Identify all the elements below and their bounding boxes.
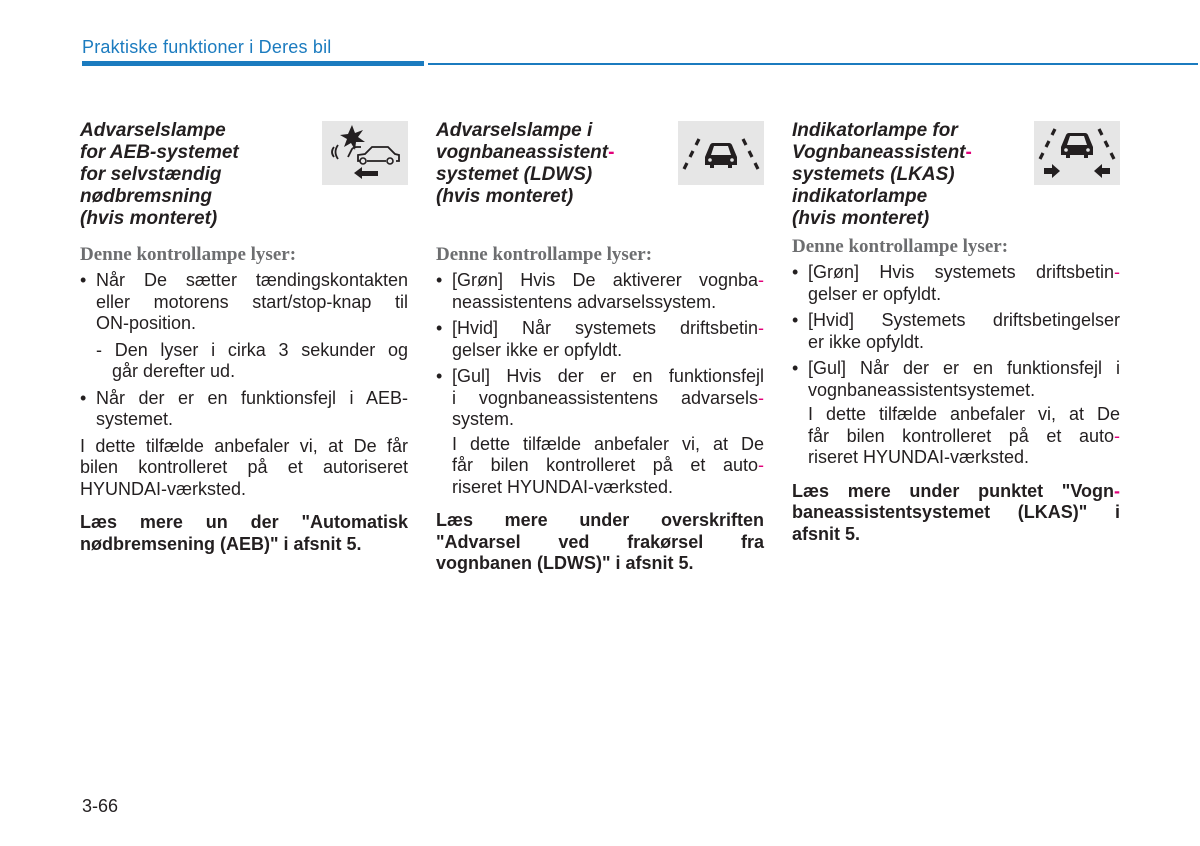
subheading: Denne kontrollampe lyser: xyxy=(792,236,1009,257)
section-title: Indikatorlampe for Vognbaneassistent- systemets (LKAS) indikatorlampe (hvis monteret) xyxy=(792,120,972,229)
section-title: Advarselslampe i vognbaneassistent- systemet (LDWS) (hvis monteret) xyxy=(436,120,615,207)
ldws-lane-departure-icon xyxy=(678,121,764,185)
reference-note: Læs mere un der "Automatisk nødbremsening (AEB)" i afsnit 5. xyxy=(80,512,408,554)
paragraph: I dette tilfælde anbefaler vi, at De får bilen kontrolleret på et auto- riseret HYUNDAI-værksted. xyxy=(452,433,764,497)
list-item: • [Gul] Når der er en funktionsfejl i vognbaneassistentsystemet. xyxy=(792,358,1120,400)
paragraph: I dette tilfælde anbefaler vi, at De får bilen kontrolleret på et auto- riseret HYUNDAI-værksted. xyxy=(808,404,1120,467)
sub-list-item: - Den lyser i cirka 3 sekunder og går derefter ud. xyxy=(96,339,408,381)
reference-note: Læs mere under punktet "Vogn- baneassistentsystemet (LKAS)" i afsnit 5. xyxy=(792,480,1120,544)
reference-note: Læs mere under overskriften "Advarsel ved frakørsel fra vognbanen (LDWS)" i afsnit 5. xyxy=(436,510,764,573)
list-item: • [Grøn] Hvis De aktiverer vognba- neassistentens advarselssystem. xyxy=(436,270,764,312)
paragraph: I dette tilfælde anbefaler vi, at De får bilen kontrolleret på et autoriseret HYUNDAI-værksted. xyxy=(80,435,408,499)
running-header-title: Praktiske funktioner i Deres bil xyxy=(82,37,332,57)
subheading: Denne kontrollampe lyser: xyxy=(80,244,297,265)
list-item: • Når De sætter tændingskontakten eller motorens start/stop-knap til ON-position. xyxy=(80,270,408,333)
list-item: • [Hvid] Systemets driftsbetingelser er ikke opfyldt. xyxy=(792,310,1120,352)
section-title: Advarselslampe for AEB-systemet for selvstændig nødbremsning (hvis monteret) xyxy=(80,120,239,229)
subheading: Denne kontrollampe lyser: xyxy=(436,244,653,265)
page-number: 3-66 xyxy=(82,796,119,816)
lkas-section xyxy=(792,120,1120,545)
list-item: • Når der er en funktionsfejl i AEB- systemet. xyxy=(80,387,408,429)
list-item: • [Gul] Hvis der er en funktionsfejl i vognbaneassistentens advarsels- system. xyxy=(436,366,764,429)
header-rule-thick xyxy=(82,61,424,66)
lkas-lane-keeping-icon xyxy=(1034,121,1120,185)
ldws-section xyxy=(436,120,764,575)
aeb-section xyxy=(80,120,408,555)
list-item: • [Grøn] Hvis systemets driftsbetin- gelser er opfyldt. xyxy=(792,262,1120,304)
aeb-warning-icon xyxy=(322,121,408,185)
list-item: • [Hvid] Når systemets driftsbetin- gelser ikke er opfyldt. xyxy=(436,318,764,360)
header-rule-thin xyxy=(428,63,1198,65)
